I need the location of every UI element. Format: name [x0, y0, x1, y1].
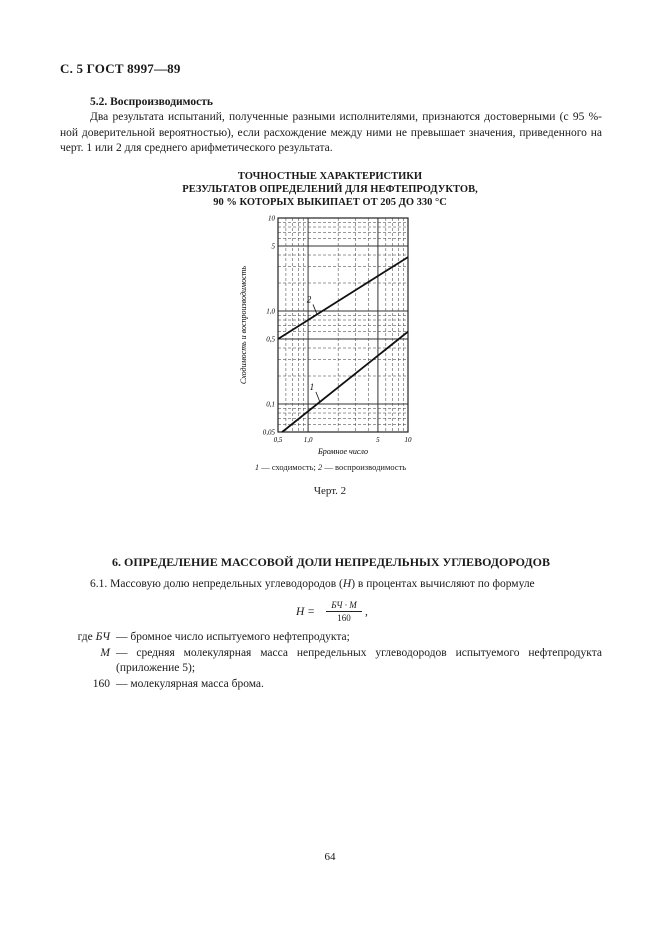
section-6-title: 6. ОПРЕДЕЛЕНИЕ МАССОВОЙ ДОЛИ НЕПРЕДЕЛЬНЫХ УГЛЕВОДОРОДОВ — [112, 555, 550, 569]
definition-symbol: БЧ — [95, 631, 110, 643]
chart-ticks — [263, 215, 412, 445]
p61-text-after: ) в процентах вычисляют по формуле — [351, 578, 535, 590]
formula-trailing-comma: , — [365, 606, 368, 618]
chart-title-line-3: 90 % КОТОРЫХ ВЫКИПАЕТ ОТ 205 ДО 330 °С — [213, 197, 447, 208]
section-6-1-paragraph — [60, 578, 602, 590]
document-header: С. 5 ГОСТ 8997—89 — [60, 61, 181, 76]
y-tick-label: 5 — [271, 242, 275, 251]
y-tick-label: 0,05 — [262, 428, 275, 437]
definition-row — [60, 677, 602, 693]
definition-row — [60, 630, 602, 646]
chart-title-line-1: ТОЧНОСТНЫЕ ХАРАКТЕРИСТИКИ — [237, 171, 423, 182]
definition-symbol: М — [100, 646, 110, 659]
definition-prefix: где — [77, 631, 96, 643]
p61-text-before: 6.1. Массовую долю непредельных углеводородов ( — [90, 578, 343, 590]
series-label-2: 2 — [306, 294, 312, 305]
caption-number-1: 1 — [254, 462, 260, 472]
chart-series — [278, 257, 408, 432]
caption-text-2: — воспроизводимость — [322, 462, 407, 472]
series-label-1: 1 — [309, 381, 315, 392]
formula-denominator: 160 — [337, 613, 351, 623]
x-tick-label: 10 — [404, 436, 412, 444]
y-tick-label: 10 — [268, 214, 275, 223]
p61-variable: Н — [342, 578, 352, 590]
definition-symbol: 160 — [92, 677, 110, 690]
series-label-leader — [316, 392, 320, 402]
y-tick-label: 0,5 — [266, 335, 275, 344]
series-line-1 — [282, 332, 408, 432]
definition-text: — молекулярная масса брома. — [116, 677, 264, 690]
section-5-2-title: 5.2. Воспроизводимость — [90, 96, 213, 108]
x-tick-label: 0,5 — [273, 436, 283, 444]
definition-key — [60, 630, 110, 646]
x-tick-label: 5 — [376, 436, 380, 444]
definition-key — [60, 646, 110, 677]
definition-text: — бромное число испытуемого нефтепродукта; — [116, 631, 350, 643]
chart-title-line-2: РЕЗУЛЬТАТОВ ОПРЕДЕЛЕНИЙ ДЛЯ НЕФТЕПРОДУКТОВ, — [182, 184, 478, 195]
series-line-2 — [278, 257, 408, 339]
series-label-leader — [313, 304, 317, 314]
y-tick-label: 1,0 — [266, 307, 275, 316]
definition-text: — средняя молекулярная масса непредельных углеводородов испытуемого нефтепродукта (приложение 5); — [116, 646, 602, 674]
definition-key — [60, 677, 110, 693]
formula-lhs: Н = — [296, 606, 315, 618]
plot-frame — [278, 218, 408, 432]
figure-label: Черт. 2 — [313, 485, 347, 497]
definition-row — [60, 646, 602, 677]
caption-text-1: — сходимость; — [259, 462, 318, 472]
section-5-2-paragraph: Два результата испытаний, полученные разными исполнителями, признаются достоверными (с 95 %-ной доверительной вероятностью), если расхождение между ними не превышает значения, приведенного на черт. 1 или 2 для среднего арифметического результата. — [60, 111, 602, 154]
y-axis-label: Сходимость и воспроизводимость — [239, 265, 248, 385]
chart-caption — [200, 462, 461, 472]
y-tick-label: 0,1 — [266, 400, 275, 409]
formula-fraction — [326, 600, 362, 623]
caption-number-2: 2 — [317, 462, 323, 472]
page-number: 64 — [324, 851, 336, 863]
definitions-list — [60, 630, 602, 692]
formula-numerator: БЧ · М — [326, 600, 362, 612]
x-tick-label: 1,0 — [303, 436, 313, 444]
chart-grid — [278, 218, 408, 432]
chart-title — [110, 170, 550, 209]
precision-chart — [236, 212, 426, 460]
x-axis-label: Бромное число — [318, 447, 368, 456]
